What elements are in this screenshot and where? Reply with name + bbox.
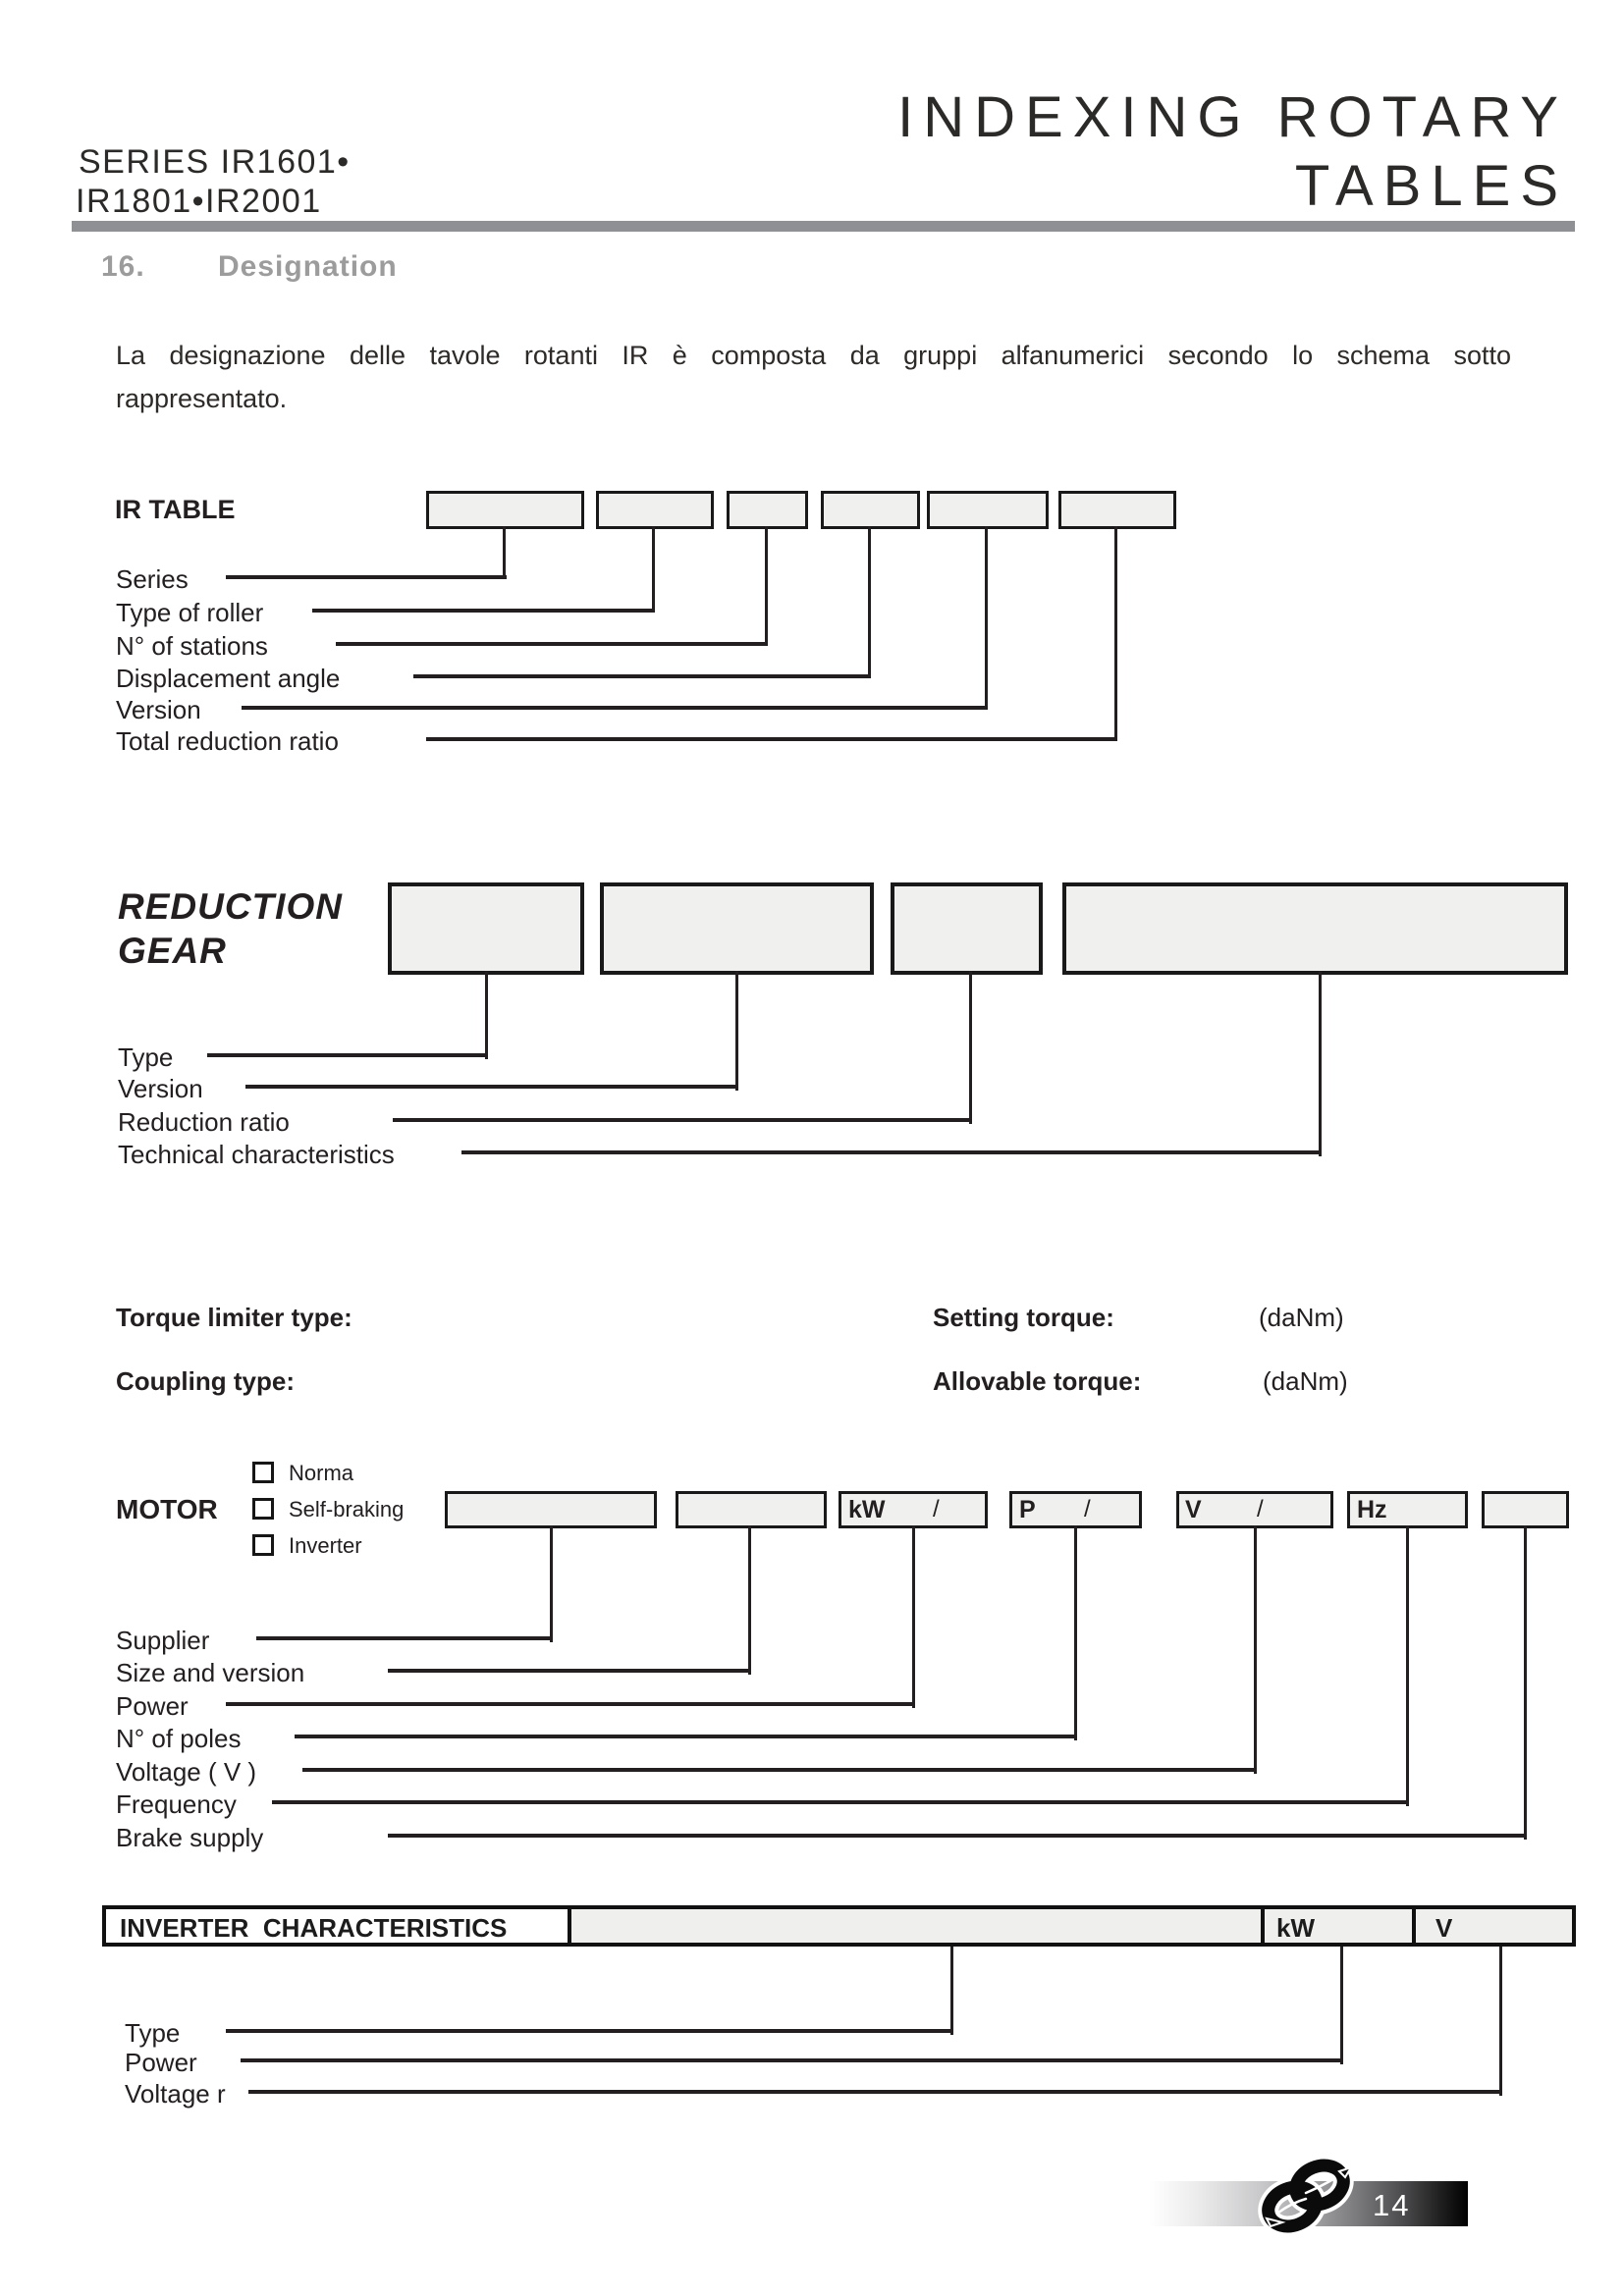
motor-checkbox-inverter xyxy=(252,1534,274,1556)
setting-torque-label: Setting torque: xyxy=(933,1303,1114,1332)
page-title-line2: TABLES xyxy=(1294,154,1568,218)
rg-code-box-characteristics xyxy=(1062,882,1568,975)
page-title-line1: INDEXING ROTARY xyxy=(897,85,1568,149)
ir-code-box-roller xyxy=(596,491,714,529)
motor-slash-p: / xyxy=(1084,1496,1091,1522)
inverter-connector-power xyxy=(1340,1947,1343,2064)
motor-leader-power xyxy=(226,1702,915,1706)
motor-leader-size xyxy=(388,1669,751,1673)
ir-leader-series xyxy=(226,575,507,579)
ir-label-version: Version xyxy=(116,695,201,724)
motor-connector-size xyxy=(748,1525,751,1675)
section-title: Designation xyxy=(218,250,398,283)
ir-leader-stations xyxy=(336,642,767,646)
allovable-torque-unit: (daNm) xyxy=(1263,1366,1348,1396)
header-rule xyxy=(72,221,1575,232)
motor-slash-kw: / xyxy=(933,1496,940,1522)
page-number: 14 xyxy=(1373,2188,1411,2222)
reduction-gear-title-line2: GEAR xyxy=(118,931,227,971)
ir-code-box-stations xyxy=(727,491,808,529)
rg-leader-type xyxy=(207,1053,488,1057)
rg-leader-ratio xyxy=(393,1118,972,1122)
rg-label-ratio: Reduction ratio xyxy=(118,1107,290,1137)
ir-connector-angle xyxy=(868,526,871,678)
motor-label-power: Power xyxy=(116,1691,189,1721)
motor-label-brake: Brake supply xyxy=(116,1823,264,1852)
series-heading-line2: IR1801•IR2001 xyxy=(76,183,322,220)
series-heading-line1: SERIES IR1601• xyxy=(79,143,351,181)
allovable-torque-label: Allovable torque: xyxy=(933,1366,1142,1396)
ir-leader-version xyxy=(242,706,988,710)
ir-leader-angle xyxy=(413,674,870,678)
motor-unit-hz: Hz xyxy=(1357,1496,1387,1523)
section-number: 16. xyxy=(101,250,145,283)
ir-leader-roller xyxy=(312,609,655,613)
motor-checkbox-inverter-label: Inverter xyxy=(289,1533,362,1558)
motor-connector-power xyxy=(912,1525,915,1708)
ir-code-box-version xyxy=(927,491,1049,529)
motor-leader-brake xyxy=(388,1834,1527,1838)
motor-checkbox-norma xyxy=(252,1462,274,1483)
ir-connector-ratio xyxy=(1114,526,1117,741)
motor-title: MOTOR xyxy=(116,1494,218,1524)
motor-label-frequency: Frequency xyxy=(116,1789,237,1819)
motor-box-size xyxy=(676,1491,827,1528)
motor-slash-v: / xyxy=(1257,1496,1264,1522)
ir-code-box-series xyxy=(426,491,584,529)
rg-code-box-type xyxy=(388,882,584,975)
ir-table-title: IR TABLE xyxy=(115,495,236,524)
motor-unit-kw: kW xyxy=(848,1496,886,1523)
rg-connector-ratio xyxy=(969,971,972,1124)
motor-connector-frequency xyxy=(1406,1525,1409,1806)
motor-connector-poles xyxy=(1074,1525,1077,1740)
setting-torque-unit: (daNm) xyxy=(1259,1303,1344,1332)
motor-unit-v: V xyxy=(1185,1496,1202,1523)
coupling-type-label: Coupling type: xyxy=(116,1366,295,1396)
inverter-leader-type xyxy=(226,2029,953,2033)
inverter-unit-v: V xyxy=(1435,1913,1453,1943)
inverter-label-voltage: Voltage r xyxy=(125,2079,226,2109)
inverter-connector-type xyxy=(950,1947,953,2035)
inverter-connector-voltage xyxy=(1499,1947,1502,2096)
intro-paragraph-line1: La designazione delle tavole rotanti IR è composta da gruppi alfanumerici secondo lo schema sotto xyxy=(116,341,1511,370)
rg-code-box-version xyxy=(600,882,874,975)
motor-leader-supplier xyxy=(256,1636,553,1640)
rg-label-version: Version xyxy=(118,1074,203,1103)
ir-connector-version xyxy=(985,526,988,710)
brand-knot-logo-icon xyxy=(1249,2150,1363,2244)
motor-label-voltage: Voltage ( V ) xyxy=(116,1757,257,1787)
motor-leader-poles xyxy=(295,1735,1077,1738)
inverter-type-cell xyxy=(568,1905,1265,1947)
rg-label-type: Type xyxy=(118,1042,174,1072)
rg-connector-type xyxy=(485,971,488,1059)
motor-connector-brake xyxy=(1524,1525,1527,1840)
ir-label-ratio: Total reduction ratio xyxy=(116,726,339,756)
motor-unit-p: P xyxy=(1019,1496,1036,1523)
inverter-unit-kw: kW xyxy=(1276,1913,1315,1943)
motor-leader-frequency xyxy=(272,1800,1409,1804)
ir-code-box-ratio xyxy=(1058,491,1176,529)
rg-connector-characteristics xyxy=(1319,971,1322,1156)
rg-leader-version xyxy=(245,1085,738,1089)
motor-connector-supplier xyxy=(550,1525,553,1642)
ir-connector-stations xyxy=(765,526,768,646)
inverter-label-type: Type xyxy=(125,2018,181,2048)
ir-label-series: Series xyxy=(116,564,189,594)
ir-label-stations: N° of stations xyxy=(116,631,268,661)
motor-leader-voltage xyxy=(302,1768,1257,1772)
inverter-leader-power xyxy=(241,2058,1343,2062)
ir-connector-series xyxy=(503,526,506,579)
motor-label-supplier: Supplier xyxy=(116,1626,210,1655)
rg-label-characteristics: Technical characteristics xyxy=(118,1140,395,1169)
motor-checkbox-self-braking xyxy=(252,1498,274,1520)
ir-code-box-angle xyxy=(821,491,920,529)
inverter-title: INVERTER CHARACTERISTICS xyxy=(120,1913,508,1943)
rg-leader-characteristics xyxy=(461,1150,1322,1154)
motor-box-supplier xyxy=(445,1491,657,1528)
motor-connector-voltage xyxy=(1254,1525,1257,1774)
ir-label-roller: Type of roller xyxy=(116,598,264,627)
torque-limiter-type-label: Torque limiter type: xyxy=(116,1303,352,1332)
motor-checkbox-self-braking-label: Self-braking xyxy=(289,1497,405,1522)
ir-connector-roller xyxy=(652,526,655,613)
ir-leader-ratio xyxy=(426,737,1117,741)
ir-label-angle: Displacement angle xyxy=(116,664,341,693)
rg-code-box-ratio xyxy=(891,882,1043,975)
inverter-leader-voltage xyxy=(248,2090,1502,2094)
reduction-gear-title-line1: REDUCTION xyxy=(118,886,343,927)
motor-checkbox-norma-label: Norma xyxy=(289,1461,354,1485)
motor-box-brake xyxy=(1482,1491,1569,1528)
motor-label-size: Size and version xyxy=(116,1658,305,1687)
inverter-label-power: Power xyxy=(125,2048,197,2077)
rg-connector-version xyxy=(735,971,738,1091)
motor-label-poles: N° of poles xyxy=(116,1724,242,1753)
intro-paragraph-line2: rappresentato. xyxy=(116,384,288,413)
